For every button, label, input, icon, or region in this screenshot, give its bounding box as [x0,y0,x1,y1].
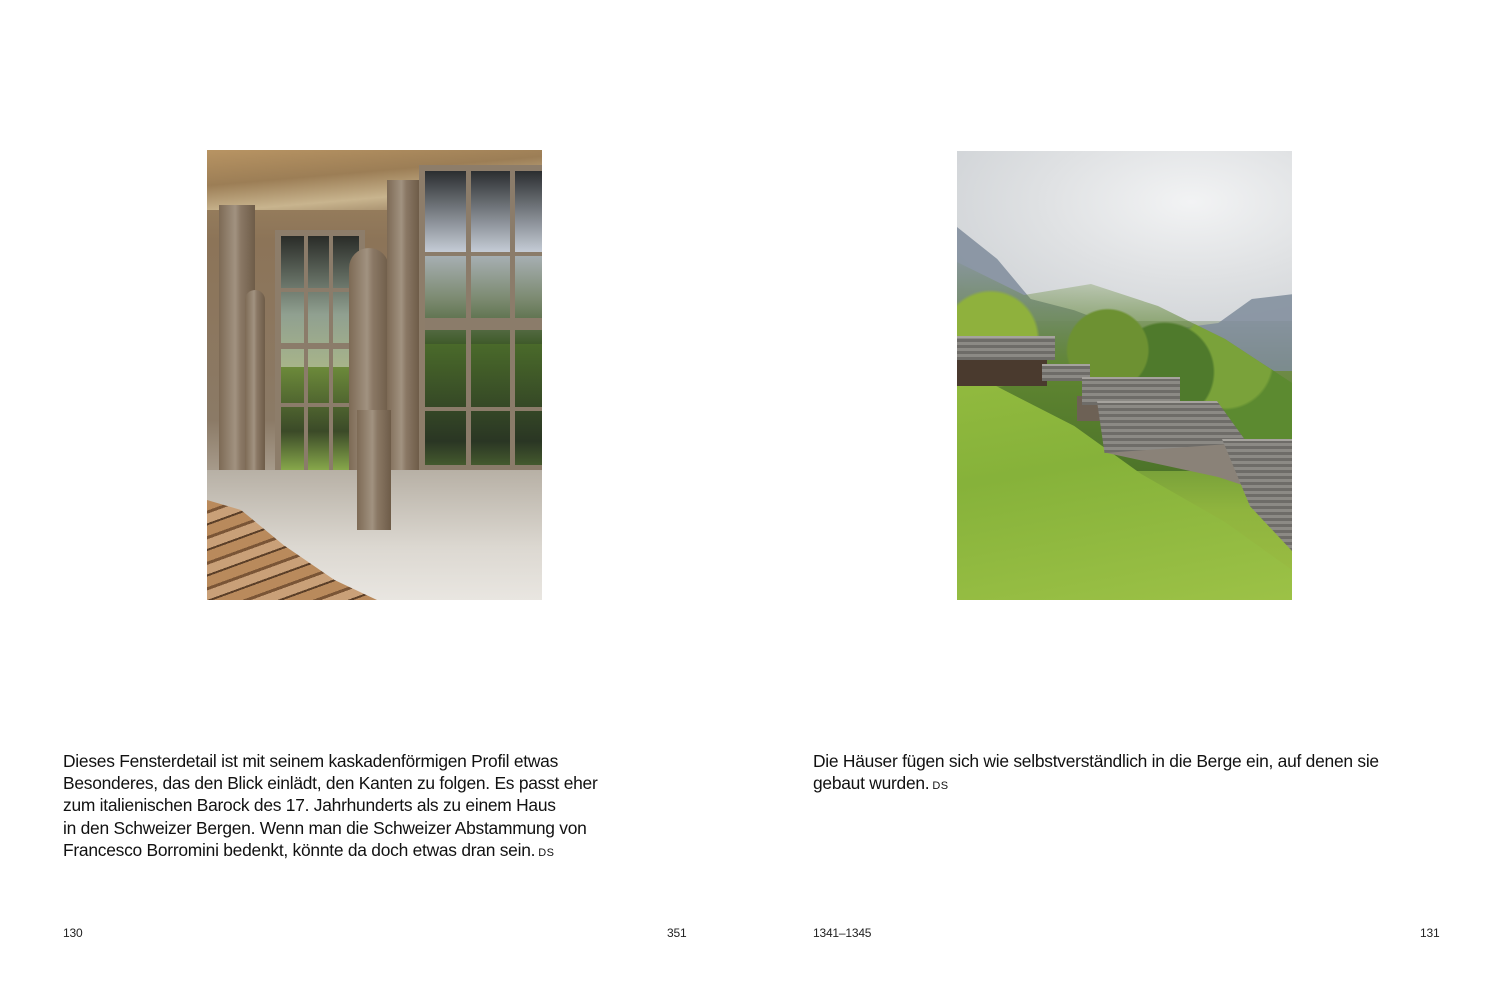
caption-line: gebaut wurden. [813,773,930,794]
right-caption [813,750,1453,797]
caption-line: Besonderes, das den Blick einlädt, den Kanten zu folgen. Es passt eher [63,773,598,794]
houses-on-slope-photo [957,151,1292,600]
arched-shutter-board-left [245,290,265,480]
right-page [750,0,1500,1001]
stone-roof-3 [1082,377,1180,405]
stone-roof-1 [957,336,1055,360]
image-reference-number: 351 [667,926,687,940]
left-caption [63,750,663,864]
caption-line: Dieses Fensterdetail ist mit seinem kaskadenförmigen Profil etwas [63,751,559,771]
caption-line: zum italienischen Barock des 17. Jahrhunderts als zu einem Haus [63,795,556,816]
caption-line: Die Häuser fügen sich wie selbstverständlich in die Berge ein, auf denen sie [813,751,1379,771]
page-number-left: 130 [63,926,83,940]
page-number-right: 131 [1420,926,1440,940]
author-initials: DS [538,846,555,859]
image-reference-range: 1341–1345 [813,926,872,940]
caption-line: in den Schweizer Bergen. Wenn man die Schweizer Abstammung von [63,817,587,838]
wooden-post-front [357,410,391,530]
author-initials: DS [932,780,949,793]
caption-line: Francesco Borromini bedenkt, könnte da doch etwas dran sein. [63,839,536,860]
window-detail-photo [207,150,542,600]
